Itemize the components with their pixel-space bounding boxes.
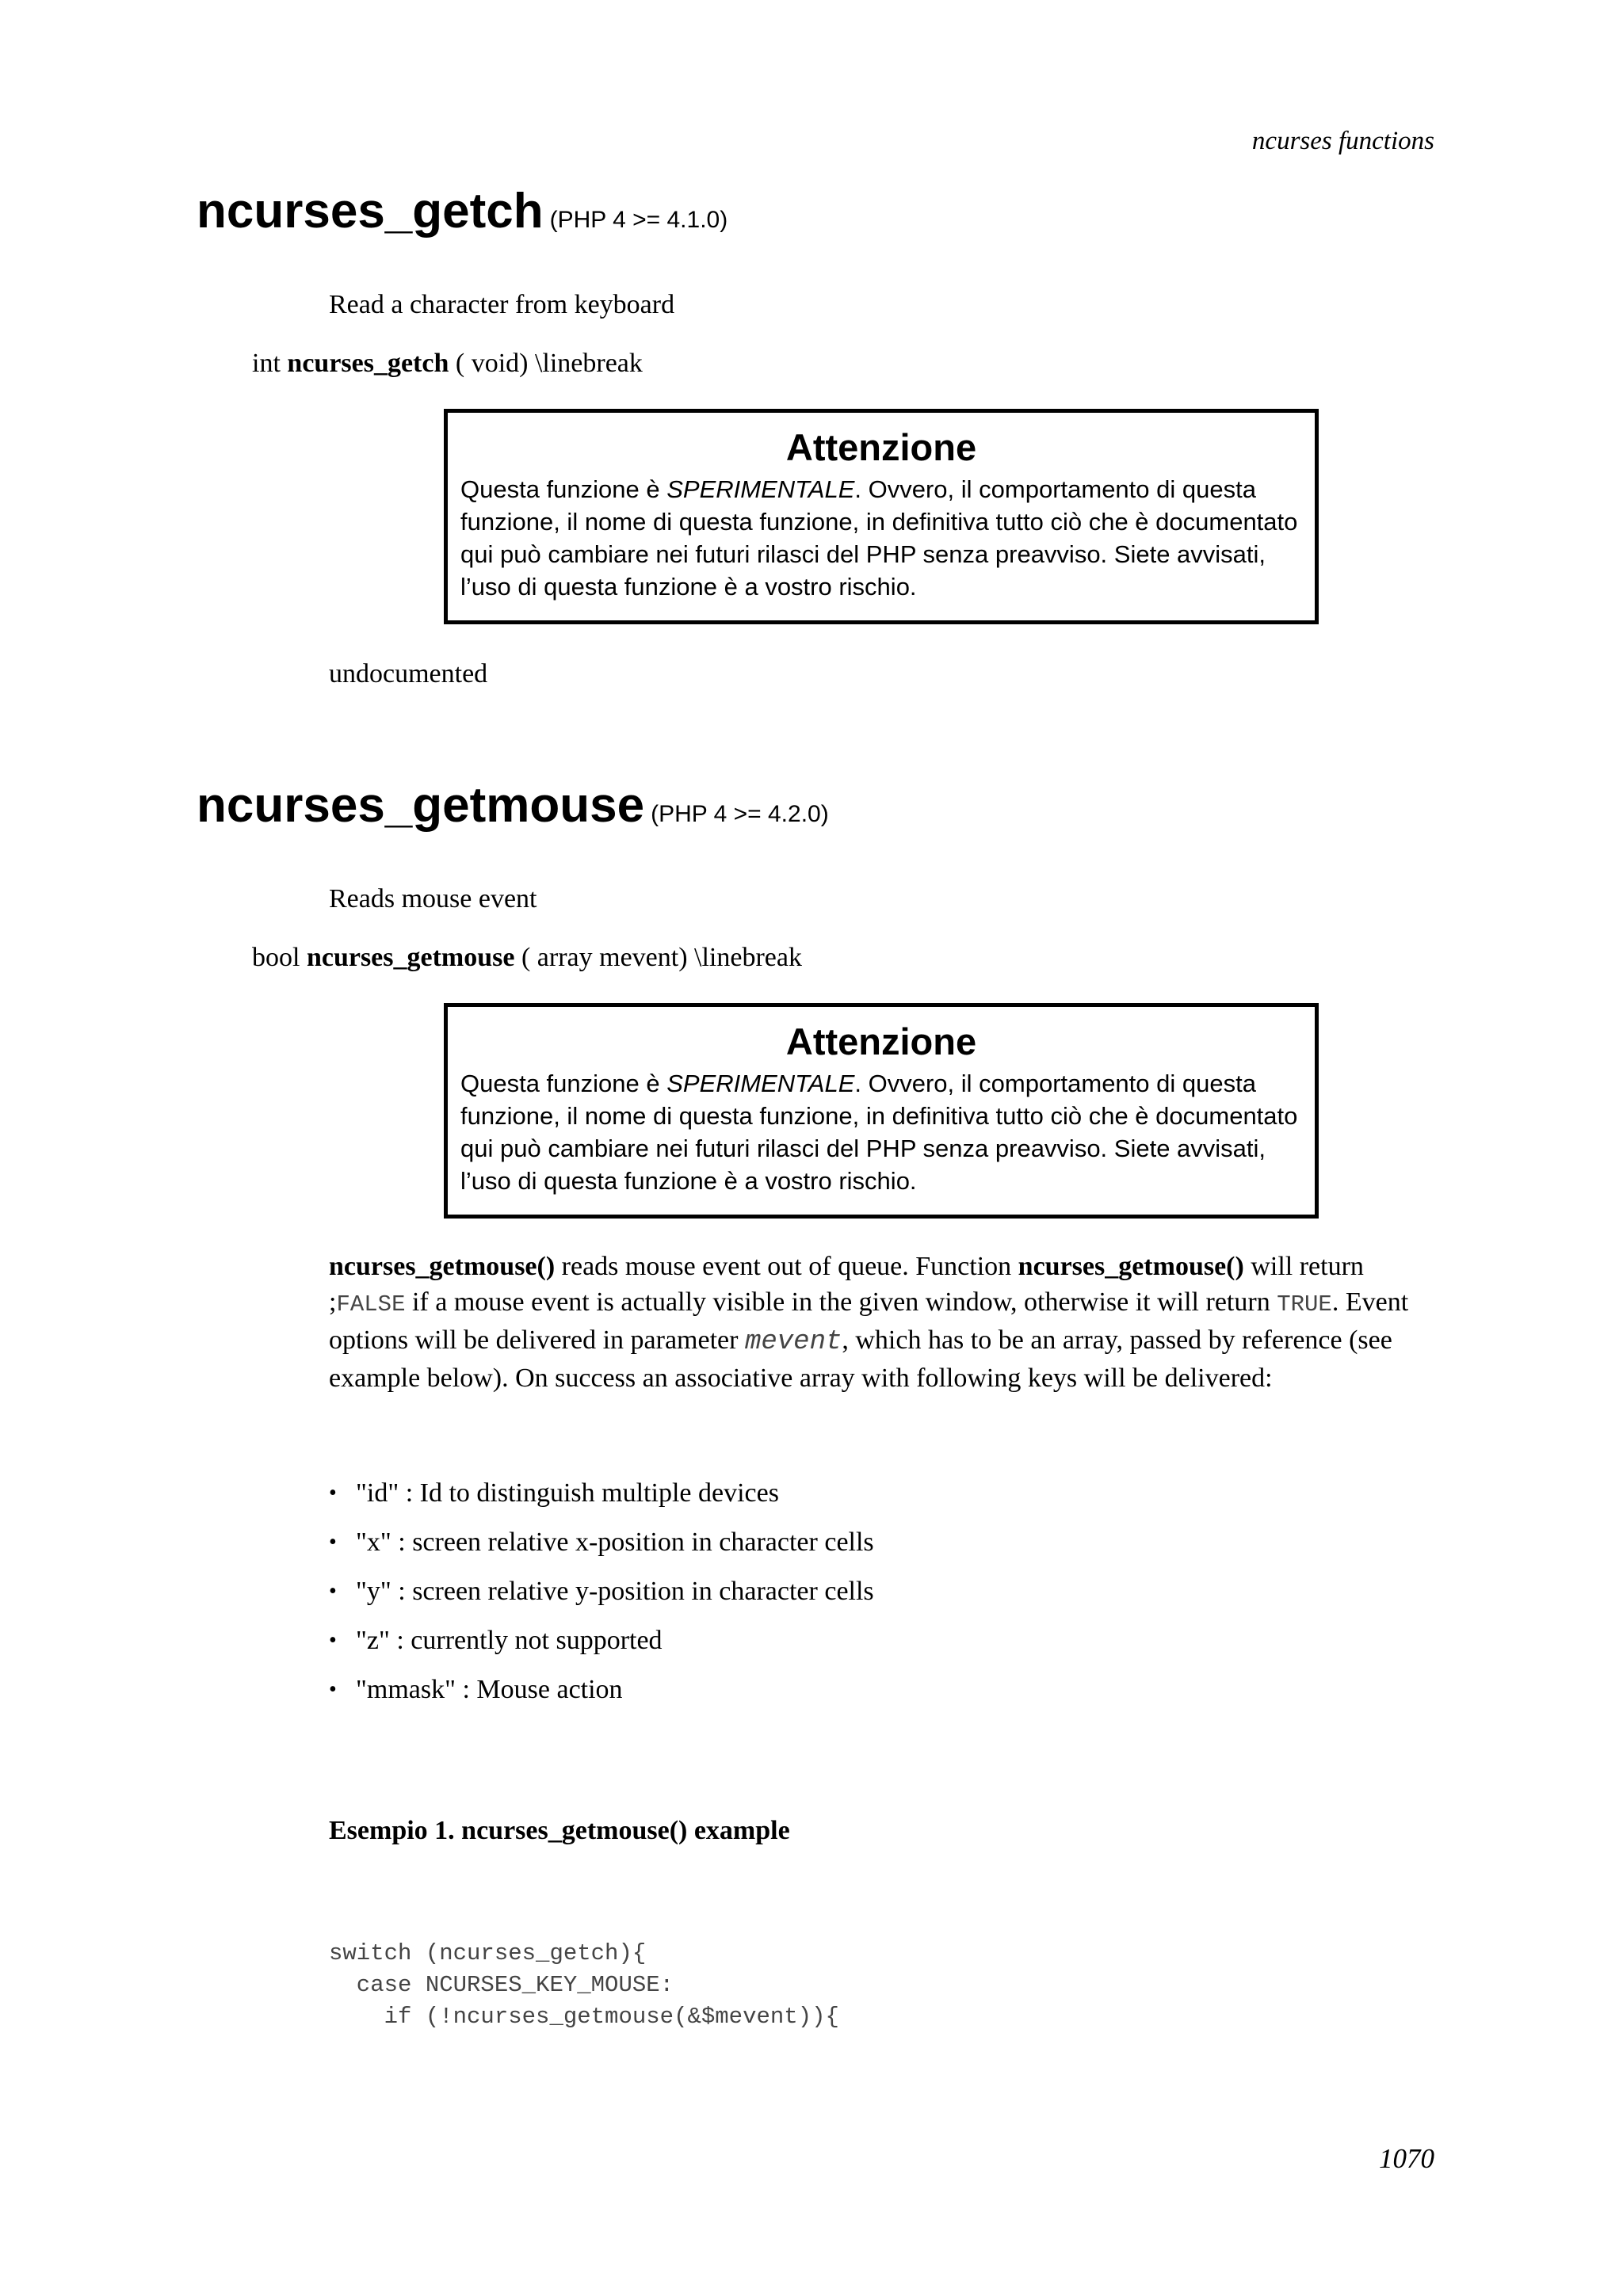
function-purpose: Reads mouse event — [329, 884, 537, 913]
description-text: . Event options will be delivered in parameter — [329, 1287, 1409, 1355]
running-header: ncurses functions — [1251, 127, 1434, 155]
function-synopsis — [252, 349, 643, 379]
list-item-text: "x" : screen relative x-position in character cells — [356, 1527, 874, 1557]
function-description — [329, 1249, 1438, 1396]
warning-text-part: Questa funzione è — [460, 475, 667, 503]
list-item — [329, 1573, 874, 1623]
list-item — [329, 1524, 874, 1573]
description-text: reads mouse event out of queue. Function — [555, 1252, 1018, 1281]
warning-title: Attenzione — [785, 1020, 977, 1062]
page-number: 1070 — [1379, 2143, 1434, 2174]
function-title-ncurses-getch — [197, 184, 728, 238]
bullet-marker: • — [329, 1579, 337, 1604]
synopsis-function-name: ncurses_getch — [287, 349, 449, 378]
code-example — [329, 1938, 839, 2033]
warning-text-part: Questa funzione è — [460, 1069, 667, 1097]
description-text: will return ; — [329, 1252, 1364, 1317]
bullet-marker: • — [329, 1530, 337, 1554]
parameter-name: mevent — [744, 1327, 842, 1357]
synopsis-args: ( array mevent) \linebreak — [521, 943, 802, 972]
example-title: Esempio 1. ncurses_getmouse() example — [329, 1816, 790, 1845]
warning-text-part: . Ovvero, il comportamento di questa funzione, il nome di questa funzione, in definitiva tutto ciò che è documentato qui può cambiare nei futuri rilasci del PHP senza preavviso. Siete avvisati, l’uso di questa funzione è a vostro rischio. — [460, 475, 1298, 601]
code-line: switch (ncurses_getch){ — [329, 1940, 647, 1966]
list-item-text: "id" : Id to distinguish multiple devices — [356, 1478, 779, 1508]
warning-box — [444, 1003, 1319, 1219]
keys-list — [329, 1475, 874, 1721]
warning-title: Attenzione — [785, 426, 977, 468]
list-item-text: "mmask" : Mouse action — [356, 1675, 623, 1704]
php-version: (PHP 4 >= 4.1.0) — [549, 207, 728, 233]
list-item-text: "z" : currently not supported — [356, 1626, 663, 1655]
function-description: undocumented — [329, 659, 488, 688]
synopsis-args: ( void) \linebreak — [455, 349, 643, 378]
function-reference: ncurses_getmouse() — [329, 1252, 556, 1281]
function-name: ncurses_getmouse — [197, 778, 645, 833]
constant-false: FALSE — [336, 1291, 406, 1318]
list-item — [329, 1623, 874, 1672]
description-text: if a mouse event is actually visible in the given window, otherwise it will return — [405, 1287, 1277, 1317]
warning-text — [448, 1062, 1315, 1205]
bullet-marker: • — [329, 1481, 337, 1505]
return-type: bool — [252, 943, 300, 972]
list-item — [329, 1475, 874, 1524]
constant-true: TRUE — [1277, 1291, 1332, 1318]
bullet-marker: • — [329, 1677, 337, 1702]
warning-emphasis: SPERIMENTALE — [666, 1069, 855, 1097]
return-type: int — [252, 349, 281, 378]
function-reference: ncurses_getmouse() — [1018, 1252, 1244, 1281]
code-line: case NCURSES_KEY_MOUSE: — [329, 1972, 674, 1998]
function-name: ncurses_getch — [197, 184, 544, 238]
code-line: if (!ncurses_getmouse(&$mevent)){ — [329, 2004, 839, 2030]
list-item — [329, 1672, 874, 1721]
function-title-ncurses-getmouse — [197, 778, 829, 833]
synopsis-function-name: ncurses_getmouse — [306, 943, 515, 972]
description-text: , which has to be an array, passed by reference (see example below). On success an associative array with following keys will be delivered: — [329, 1325, 1392, 1393]
php-version: (PHP 4 >= 4.2.0) — [651, 801, 829, 827]
bullet-marker: • — [329, 1628, 337, 1653]
function-synopsis — [252, 943, 802, 973]
warning-text — [448, 468, 1315, 611]
warning-box — [444, 409, 1319, 624]
function-purpose: Read a character from keyboard — [329, 290, 675, 319]
warning-emphasis: SPERIMENTALE — [666, 475, 855, 503]
warning-text-part: . Ovvero, il comportamento di questa funzione, il nome di questa funzione, in definitiva tutto ciò che è documentato qui può cambiare nei futuri rilasci del PHP senza preavviso. Siete avvisati, l’uso di questa funzione è a vostro rischio. — [460, 1069, 1298, 1195]
list-item-text: "y" : screen relative y-position in character cells — [356, 1577, 874, 1606]
